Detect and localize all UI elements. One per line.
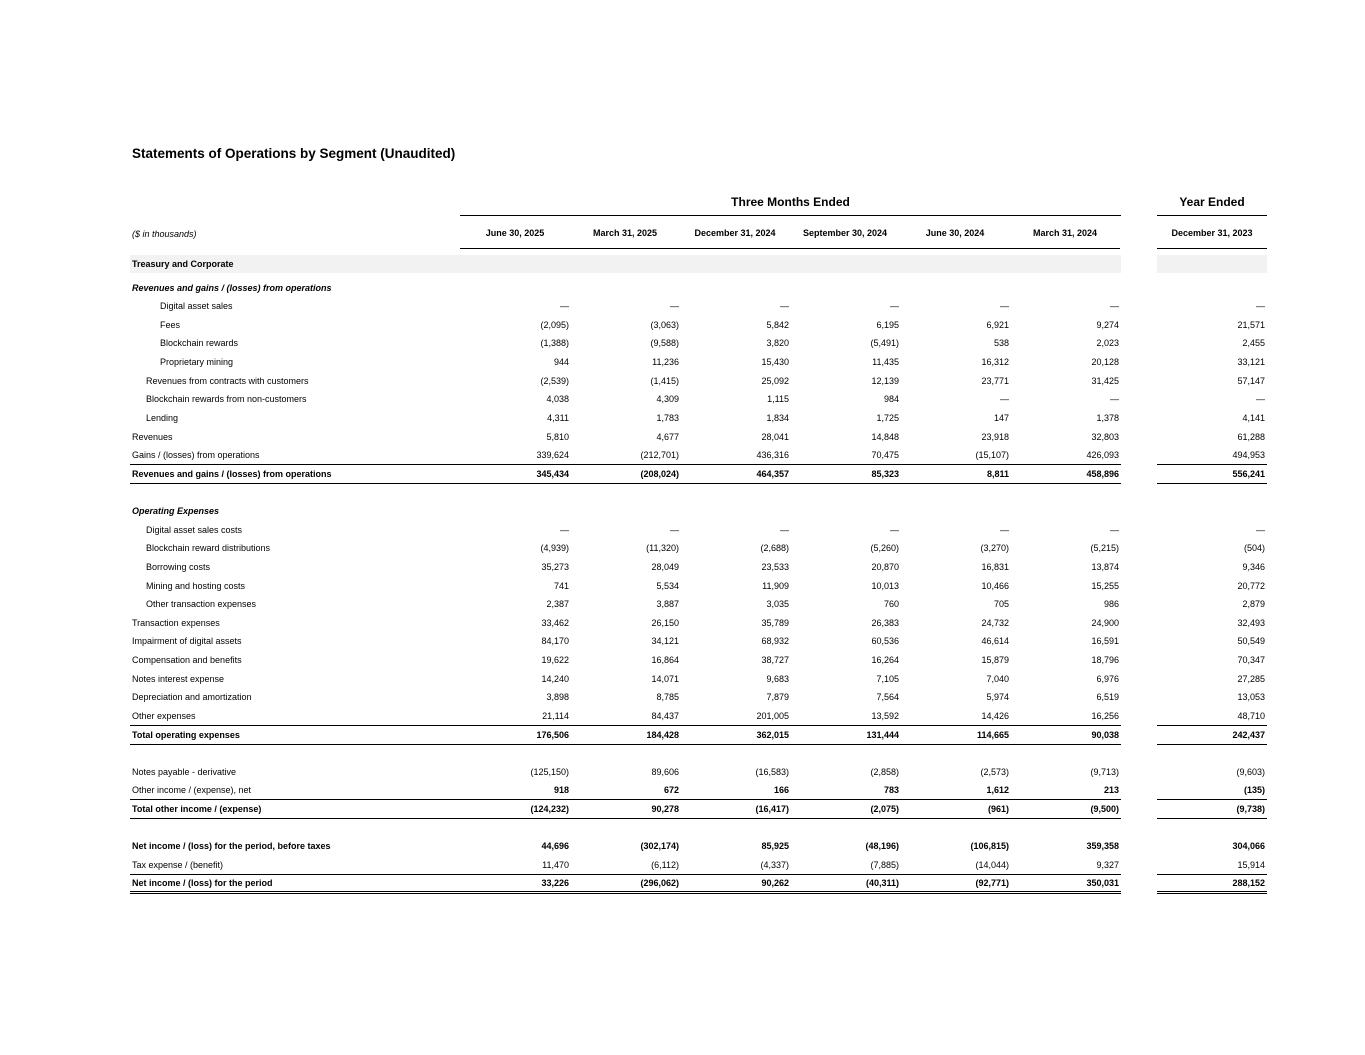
- table-cell: 20,128: [1091, 357, 1119, 367]
- table-cell: (5,260): [870, 543, 899, 553]
- table-cell: (4,939): [540, 543, 569, 553]
- rule: [1157, 725, 1267, 726]
- table-row: [0, 595, 1365, 614]
- table-cell: (2,688): [760, 543, 789, 553]
- table-row: [0, 428, 1365, 447]
- row-label: Total operating expenses: [132, 730, 240, 740]
- table-cell: 6,976: [1096, 674, 1119, 684]
- table-cell: —: [670, 525, 679, 535]
- table-cell: 213: [1103, 785, 1119, 795]
- rule: [130, 464, 1121, 465]
- table-cell: 984: [883, 394, 899, 404]
- row-label: Other transaction expenses: [146, 599, 257, 609]
- row-label: Other expenses: [132, 711, 196, 721]
- table-cell: 3,898: [546, 692, 569, 702]
- table-cell: (15,107): [975, 450, 1009, 460]
- rule: [130, 799, 1121, 800]
- table-row: [0, 837, 1365, 856]
- table-cell: 11,435: [872, 357, 899, 367]
- table-cell: 3,035: [766, 599, 789, 609]
- table-cell: 24,732: [981, 618, 1009, 628]
- table-cell: 288,152: [1232, 878, 1265, 888]
- table-row: [0, 726, 1365, 745]
- table-cell: 16,264: [871, 655, 899, 665]
- table-cell: 15,430: [761, 357, 789, 367]
- table-cell: (2,858): [870, 767, 899, 777]
- table-cell: 242,437: [1232, 730, 1265, 740]
- table-cell: 10,013: [871, 581, 899, 591]
- table-cell: 362,015: [756, 730, 789, 740]
- table-cell: (212,701): [640, 450, 679, 460]
- table-cell: 350,031: [1086, 878, 1119, 888]
- table-row: [0, 255, 1365, 274]
- table-cell: 21,571: [1237, 320, 1265, 330]
- table-cell: 48,710: [1237, 711, 1265, 721]
- row-label: Blockchain rewards from non-customers: [146, 394, 307, 404]
- table-cell: (3,063): [650, 320, 679, 330]
- table-cell: 15,914: [1237, 860, 1265, 870]
- column-header: December 31, 2024: [680, 219, 790, 249]
- table-cell: —: [1000, 394, 1009, 404]
- row-label: Other income / (expense), net: [132, 785, 252, 795]
- table-cell: 11,470: [542, 860, 569, 870]
- double-rule: [1157, 891, 1267, 894]
- rule: [1157, 874, 1267, 875]
- table-row: [0, 763, 1365, 782]
- row-label: Digital asset sales: [160, 301, 233, 311]
- table-row: [0, 856, 1365, 875]
- table-cell: 89,606: [651, 767, 679, 777]
- table-cell: —: [1256, 525, 1265, 535]
- table-cell: 4,309: [656, 394, 679, 404]
- table-cell: 986: [1103, 599, 1119, 609]
- table-cell: 5,842: [766, 320, 789, 330]
- table-cell: 14,848: [871, 432, 899, 442]
- table-cell: 339,624: [536, 450, 569, 460]
- group-header-three-months: Three Months Ended: [460, 195, 1121, 216]
- table-cell: 84,437: [651, 711, 679, 721]
- table-cell: 18,796: [1091, 655, 1119, 665]
- table-cell: —: [780, 525, 789, 535]
- table-cell: 9,683: [766, 674, 789, 684]
- table-cell: 147: [993, 413, 1009, 423]
- table-cell: 33,121: [1237, 357, 1265, 367]
- double-rule: [130, 891, 1121, 894]
- table-cell: 16,312: [981, 357, 1009, 367]
- table-cell: (5,491): [870, 338, 899, 348]
- table-cell: 61,288: [1237, 432, 1265, 442]
- table-cell: 14,426: [981, 711, 1009, 721]
- row-label: Revenues and gains / (losses) from operations: [132, 283, 332, 293]
- table-row: [0, 353, 1365, 372]
- row-label: Blockchain reward distributions: [146, 543, 271, 553]
- table-cell: 20,772: [1237, 581, 1265, 591]
- row-label: Net income / (loss) for the period, before taxes: [132, 841, 331, 851]
- table-cell: 5,534: [656, 581, 679, 591]
- table-cell: 556,241: [1232, 469, 1265, 479]
- table-row: [0, 577, 1365, 596]
- table-cell: 426,093: [1086, 450, 1119, 460]
- table-cell: 23,918: [981, 432, 1009, 442]
- table-cell: 1,725: [876, 413, 899, 423]
- table-cell: 13,874: [1091, 562, 1119, 572]
- table-cell: 32,803: [1091, 432, 1119, 442]
- rule: [1157, 464, 1267, 465]
- table-cell: (106,815): [970, 841, 1009, 851]
- table-cell: 166: [773, 785, 789, 795]
- row-label: Operating Expenses: [132, 506, 220, 516]
- table-cell: 114,665: [976, 730, 1009, 740]
- table-cell: 38,727: [761, 655, 789, 665]
- row-label: Gains / (losses) from operations: [132, 450, 260, 460]
- table-cell: 35,789: [761, 618, 789, 628]
- table-row: [0, 521, 1365, 540]
- units-label: ($ in thousands): [132, 229, 197, 239]
- row-label: Transaction expenses: [132, 618, 220, 628]
- table-cell: 1,783: [656, 413, 679, 423]
- table-cell: 9,346: [1242, 562, 1265, 572]
- table-row: [0, 446, 1365, 465]
- table-cell: 27,285: [1237, 674, 1265, 684]
- table-row: [0, 614, 1365, 633]
- rule: [1157, 744, 1267, 745]
- table-cell: 5,810: [546, 432, 569, 442]
- table-cell: —: [890, 301, 899, 311]
- rule: [1157, 483, 1267, 484]
- row-label: Compensation and benefits: [132, 655, 242, 665]
- table-cell: (2,095): [540, 320, 569, 330]
- rule: [1157, 799, 1267, 800]
- table-cell: 14,071: [651, 674, 679, 684]
- table-cell: (9,500): [1090, 804, 1119, 814]
- table-cell: 28,041: [761, 432, 789, 442]
- table-cell: 70,475: [871, 450, 899, 460]
- table-row: [0, 874, 1365, 893]
- table-cell: 33,226: [541, 878, 569, 888]
- table-cell: (40,311): [865, 878, 899, 888]
- table-cell: —: [560, 301, 569, 311]
- table-cell: (504): [1243, 543, 1265, 553]
- table-cell: 46,614: [981, 636, 1009, 646]
- column-header: September 30, 2024: [790, 219, 900, 249]
- table-row: [0, 539, 1365, 558]
- row-label: Total other income / (expense): [132, 804, 262, 814]
- table-row: [0, 465, 1365, 484]
- table-cell: 28,049: [651, 562, 679, 572]
- row-label: Tax expense / (benefit): [132, 860, 224, 870]
- table-cell: (2,075): [870, 804, 899, 814]
- table-cell: (5,215): [1090, 543, 1119, 553]
- table-cell: 436,316: [756, 450, 789, 460]
- table-cell: 918: [553, 785, 569, 795]
- table-cell: 90,278: [651, 804, 679, 814]
- table-cell: —: [780, 301, 789, 311]
- table-row: [0, 558, 1365, 577]
- table-cell: (135): [1243, 785, 1265, 795]
- table-cell: 19,622: [541, 655, 569, 665]
- table-cell: 16,256: [1091, 711, 1119, 721]
- rule: [130, 744, 1121, 745]
- table-cell: 1,834: [766, 413, 789, 423]
- table-cell: 44,696: [541, 841, 569, 851]
- row-label: Borrowing costs: [146, 562, 211, 572]
- table-cell: —: [890, 525, 899, 535]
- table-cell: 21,114: [542, 711, 569, 721]
- table-row: [0, 334, 1365, 353]
- table-cell: 85,323: [871, 469, 899, 479]
- table-cell: (16,417): [755, 804, 789, 814]
- table-cell: 464,357: [756, 469, 789, 479]
- table-cell: 84,170: [541, 636, 569, 646]
- table-cell: 14,240: [541, 674, 569, 684]
- table-row: [0, 632, 1365, 651]
- table-cell: 12,139: [871, 376, 899, 386]
- table-cell: 70,347: [1237, 655, 1265, 665]
- row-label: Proprietary mining: [160, 357, 234, 367]
- table-cell: 90,262: [761, 878, 789, 888]
- table-cell: (302,174): [640, 841, 679, 851]
- table-cell: 7,879: [766, 692, 789, 702]
- table-cell: 705: [993, 599, 1009, 609]
- table-cell: 131,444: [866, 730, 899, 740]
- table-cell: 15,879: [981, 655, 1009, 665]
- table-cell: —: [1000, 301, 1009, 311]
- table-cell: (9,603): [1236, 767, 1265, 777]
- table-cell: (208,024): [640, 469, 679, 479]
- table-cell: 90,038: [1091, 730, 1119, 740]
- row-label: Net income / (loss) for the period: [132, 878, 273, 888]
- table-cell: 4,677: [656, 432, 679, 442]
- table-cell: —: [1110, 394, 1119, 404]
- table-cell: (9,738): [1236, 804, 1265, 814]
- table-cell: 2,023: [1096, 338, 1119, 348]
- rule: [1157, 818, 1267, 819]
- table-cell: (9,713): [1090, 767, 1119, 777]
- report-title: Statements of Operations by Segment (Unaudited): [132, 146, 456, 161]
- table-cell: (6,112): [651, 860, 679, 870]
- table-cell: 8,785: [656, 692, 679, 702]
- table-cell: 6,519: [1096, 692, 1119, 702]
- table-row: [0, 372, 1365, 391]
- table-row: [0, 651, 1365, 670]
- table-cell: 7,564: [876, 692, 899, 702]
- table-cell: 201,005: [756, 711, 789, 721]
- table-cell: —: [560, 525, 569, 535]
- row-label: Digital asset sales costs: [146, 525, 243, 535]
- row-label: Impairment of digital assets: [132, 636, 242, 646]
- table-cell: 760: [883, 599, 899, 609]
- table-cell: 50,549: [1237, 636, 1265, 646]
- table-cell: —: [1110, 525, 1119, 535]
- table-cell: (124,232): [530, 804, 569, 814]
- table-cell: 11,909: [762, 581, 789, 591]
- table-cell: 26,383: [871, 618, 899, 628]
- table-row: [0, 502, 1365, 521]
- table-cell: 7,105: [876, 674, 899, 684]
- rule: [130, 483, 1121, 484]
- table-cell: 345,434: [536, 469, 569, 479]
- table-cell: (7,885): [870, 860, 899, 870]
- table-cell: 184,428: [646, 730, 679, 740]
- table-cell: (125,150): [530, 767, 569, 777]
- table-row: [0, 297, 1365, 316]
- table-cell: 6,921: [986, 320, 1009, 330]
- column-header: June 30, 2025: [460, 219, 570, 249]
- table-cell: 359,358: [1086, 841, 1119, 851]
- table-row: [0, 279, 1365, 298]
- table-cell: (2,539): [540, 376, 569, 386]
- table-cell: 2,387: [546, 599, 569, 609]
- table-cell: 672: [663, 785, 679, 795]
- row-label: Treasury and Corporate: [132, 259, 234, 269]
- table-cell: 34,121: [651, 636, 679, 646]
- table-cell: 35,273: [541, 562, 569, 572]
- table-cell: 176,506: [536, 730, 569, 740]
- table-row: [0, 670, 1365, 689]
- column-header: March 31, 2025: [570, 219, 680, 249]
- table-cell: 2,455: [1242, 338, 1265, 348]
- row-label: Revenues: [132, 432, 173, 442]
- table-cell: 304,066: [1232, 841, 1265, 851]
- table-cell: 9,274: [1096, 320, 1119, 330]
- row-label: Depreciation and amortization: [132, 692, 252, 702]
- table-cell: —: [1256, 394, 1265, 404]
- table-row: [0, 390, 1365, 409]
- table-cell: 68,932: [761, 636, 789, 646]
- table-cell: 1,612: [986, 785, 1009, 795]
- table-cell: 4,038: [546, 394, 569, 404]
- table-cell: 32,493: [1237, 618, 1265, 628]
- column-header: March 31, 2024: [1010, 219, 1120, 249]
- table-cell: 944: [553, 357, 569, 367]
- table-row: [0, 688, 1365, 707]
- table-cell: 494,953: [1232, 450, 1265, 460]
- table-cell: 24,900: [1091, 618, 1119, 628]
- row-label: Notes interest expense: [132, 674, 225, 684]
- table-cell: 26,150: [651, 618, 679, 628]
- table-cell: 33,462: [541, 618, 569, 628]
- column-header: June 30, 2024: [900, 219, 1010, 249]
- table-cell: —: [1110, 301, 1119, 311]
- table-cell: 31,425: [1091, 376, 1119, 386]
- row-label: Notes payable - derivative: [132, 767, 237, 777]
- table-cell: 23,771: [981, 376, 1009, 386]
- table-cell: (11,320): [646, 543, 679, 553]
- table-cell: (48,196): [865, 841, 899, 851]
- table-cell: 20,870: [871, 562, 899, 572]
- table-cell: 25,092: [761, 376, 789, 386]
- table-cell: 11,236: [652, 357, 679, 367]
- table-cell: (961): [987, 804, 1009, 814]
- table-cell: 9,327: [1096, 860, 1119, 870]
- table-cell: (16,583): [755, 767, 789, 777]
- table-cell: 16,864: [651, 655, 679, 665]
- table-cell: —: [1256, 301, 1265, 311]
- rule: [130, 874, 1121, 875]
- table-cell: 57,147: [1237, 376, 1265, 386]
- table-cell: 1,115: [767, 394, 789, 404]
- table-cell: 6,195: [876, 320, 899, 330]
- table-cell: 16,591: [1091, 636, 1119, 646]
- table-cell: 60,536: [871, 636, 899, 646]
- table-cell: 13,592: [871, 711, 899, 721]
- table-row: [0, 316, 1365, 335]
- table-cell: 4,141: [1242, 413, 1265, 423]
- column-header: December 31, 2023: [1157, 219, 1267, 249]
- table-cell: 3,887: [656, 599, 679, 609]
- table-cell: 4,311: [547, 413, 569, 423]
- table-cell: (3,270): [980, 543, 1009, 553]
- rule: [130, 818, 1121, 819]
- table-row: [0, 409, 1365, 428]
- table-cell: (4,337): [760, 860, 789, 870]
- table-cell: 741: [553, 581, 569, 591]
- table-row: [0, 707, 1365, 726]
- group-header-year-ended: Year Ended: [1157, 195, 1267, 216]
- row-label: Revenues and gains / (losses) from operations: [132, 469, 332, 479]
- table-cell: 15,255: [1091, 581, 1119, 591]
- table-cell: 23,533: [761, 562, 789, 572]
- table-cell: —: [670, 301, 679, 311]
- table-cell: 783: [883, 785, 899, 795]
- table-cell: (1,415): [650, 376, 679, 386]
- table-cell: 5,974: [986, 692, 1009, 702]
- row-label: Mining and hosting costs: [146, 581, 246, 591]
- row-label: Revenues from contracts with customers: [146, 376, 309, 386]
- table-row: [0, 781, 1365, 800]
- table-cell: 8,811: [986, 469, 1009, 479]
- row-label: Blockchain rewards: [160, 338, 239, 348]
- table-cell: (296,062): [640, 878, 679, 888]
- row-label: Fees: [160, 320, 181, 330]
- table-cell: (9,588): [650, 338, 679, 348]
- table-cell: (2,573): [980, 767, 1009, 777]
- table-cell: 458,896: [1086, 469, 1119, 479]
- table-cell: 3,820: [766, 338, 789, 348]
- row-label: Lending: [146, 413, 179, 423]
- table-cell: 7,040: [986, 674, 1009, 684]
- table-cell: (14,044): [975, 860, 1009, 870]
- table-cell: 13,053: [1237, 692, 1265, 702]
- table-cell: 1,378: [1096, 413, 1119, 423]
- table-row: [0, 800, 1365, 819]
- table-cell: —: [1000, 525, 1009, 535]
- rule: [130, 725, 1121, 726]
- table-cell: 16,831: [981, 562, 1009, 572]
- table-cell: (1,388): [540, 338, 569, 348]
- table-cell: (92,771): [975, 878, 1009, 888]
- table-cell: 538: [993, 338, 1009, 348]
- table-cell: 85,925: [761, 841, 789, 851]
- table-cell: 2,879: [1242, 599, 1265, 609]
- table-cell: 10,466: [981, 581, 1009, 591]
